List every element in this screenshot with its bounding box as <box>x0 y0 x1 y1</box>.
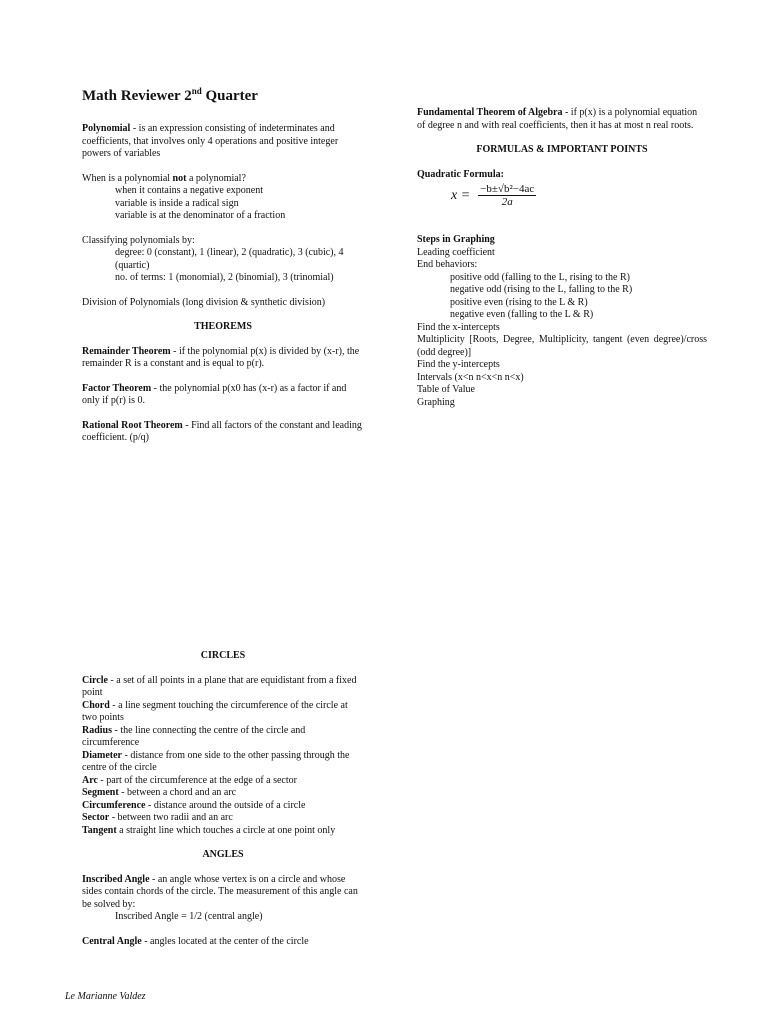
list-item: Table of Value <box>417 384 475 395</box>
right-column <box>417 107 707 409</box>
list-item: Diameter - distance from one side to the other passing through the centre of the circle <box>82 749 350 773</box>
list-item: positive odd (falling to the L, rising to the R) <box>450 271 630 283</box>
list-item: negative even (falling to the L & R) <box>450 309 594 320</box>
page-title: Math Reviewer 2nd Quarter <box>82 86 258 104</box>
classifying-block: Classifying polynomials by: degree: 0 (constant), 1 (linear), 2 (quadratic), 3 (cubic), 4 (quartic) no. of terms: 1 (monomial), 2 (binomial), 3 (trinomial) <box>82 235 364 285</box>
list-item: when it contains a negative exponent <box>115 185 264 196</box>
remainder-theorem: Remainder Theorem - if the polynomial p(x) is divided by (x-r), the remainder R is a constant and is equal to p(r). <box>82 345 360 369</box>
circles-section <box>82 650 364 960</box>
list-item: Chord - a line segment touching the circumference of the circle at two points <box>82 699 348 723</box>
polynomial-definition: Polynomial - is an expression consisting of indeterminates and coefficients, that involves only 4 operations and positive integer powers of variables <box>82 123 339 159</box>
list-item: Circumference - distance around the outside of a circle <box>82 799 306 811</box>
theorems-heading: THEOREMS <box>194 321 252 332</box>
not-polynomial-block: When is a polynomial not a polynomial? when it contains a negative exponent variable is inside a radical sign variable is at the denominator of a fraction <box>82 173 364 223</box>
circles-heading: CIRCLES <box>200 650 246 661</box>
quadratic-label: Quadratic Formula: <box>417 168 504 180</box>
list-item: variable is inside a radical sign <box>115 197 239 209</box>
list-item: negative odd (rising to the L, falling to the R) <box>450 284 633 295</box>
list-item: Radius - the line connecting the centre of the circle and circumference <box>82 724 306 748</box>
list-item: Tangent a straight line which touches a circle at one point only <box>82 824 336 836</box>
left-column <box>82 82 364 457</box>
list-item: End behaviors: <box>417 259 478 270</box>
list-item: no. of terms: 1 (monomial), 2 (binomial), 3 (trinomial) <box>115 272 334 283</box>
rational-root-theorem: Rational Root Theorem - Find all factors of the constant and leading coefficient. (p/q) <box>82 419 362 443</box>
list-item: Find the y-intercepts <box>417 359 500 370</box>
division-line: Division of Polynomials (long division & synthetic division) <box>82 296 326 308</box>
list-item: Segment - between a chord and an arc <box>82 787 237 798</box>
steps-in-graphing: Steps in Graphing Leading coefficient End behaviors: positive odd (falling to the L, rising to the R) negative odd (rising to the L, falling to the R) positive even (rising to the L & R) negative even (falling to the L & R) Find the x-intercepts Multiplicity [Roots, Degree, Multiplicity, tangent (even degree)/cross (odd degree)] Find the y-intercepts Intervals (x<n n<x<n n<x) Table of Value Graphing <box>417 234 707 408</box>
inscribed-angle: Inscribed Angle - an angle whose vertex is on a circle and whose sides contain chords of the circle. The measurement of this angle can be solved by: Inscribed Angle = 1/2 (central angle) <box>82 873 358 922</box>
quadratic-formula: x = $\frac{\text{−b±√b²−4ac}}{2a}$ <box>451 183 535 208</box>
author-footer: Le Marianne Valdez <box>65 991 146 1002</box>
list-item: Multiplicity [Roots, Degree, Multiplicity, tangent (even degree)/cross (odd degree)] <box>417 334 707 358</box>
list-item: Graphing <box>417 396 455 408</box>
list-item: positive even (rising to the L & R) <box>450 296 588 308</box>
angles-heading: ANGLES <box>202 849 244 860</box>
list-item: variable is at the denominator of a fraction <box>115 210 286 221</box>
list-item: Find the x-intercepts <box>417 321 500 333</box>
fundamental-theorem: Fundamental Theorem of Algebra - if p(x) is a polynomial equation of degree n and with real coefficients, then it has at most n real roots. <box>417 107 698 131</box>
list-item: Circle - a set of all points in a plane that are equidistant from a fixed point <box>82 674 357 698</box>
list-item: degree: 0 (constant), 1 (linear), 2 (quadratic), 3 (cubic), 4 (quartic) <box>115 247 344 271</box>
circle-definitions <box>82 675 364 838</box>
factor-theorem: Factor Theorem - the polynomial p(x0 has (x-r) as a factor if and only if p(r) is 0. <box>82 382 347 406</box>
list-item: Leading coefficient <box>417 246 495 258</box>
list-item: Intervals (x<n n<x<n n<x) <box>417 371 524 383</box>
formulas-heading: FORMULAS & IMPORTANT POINTS <box>476 144 648 155</box>
list-item: Arc - part of the circumference at the edge of a sector <box>82 774 297 786</box>
central-angle: Central Angle - angles located at the center of the circle <box>82 935 309 947</box>
list-item: Sector - between two radii and an arc <box>82 812 233 823</box>
